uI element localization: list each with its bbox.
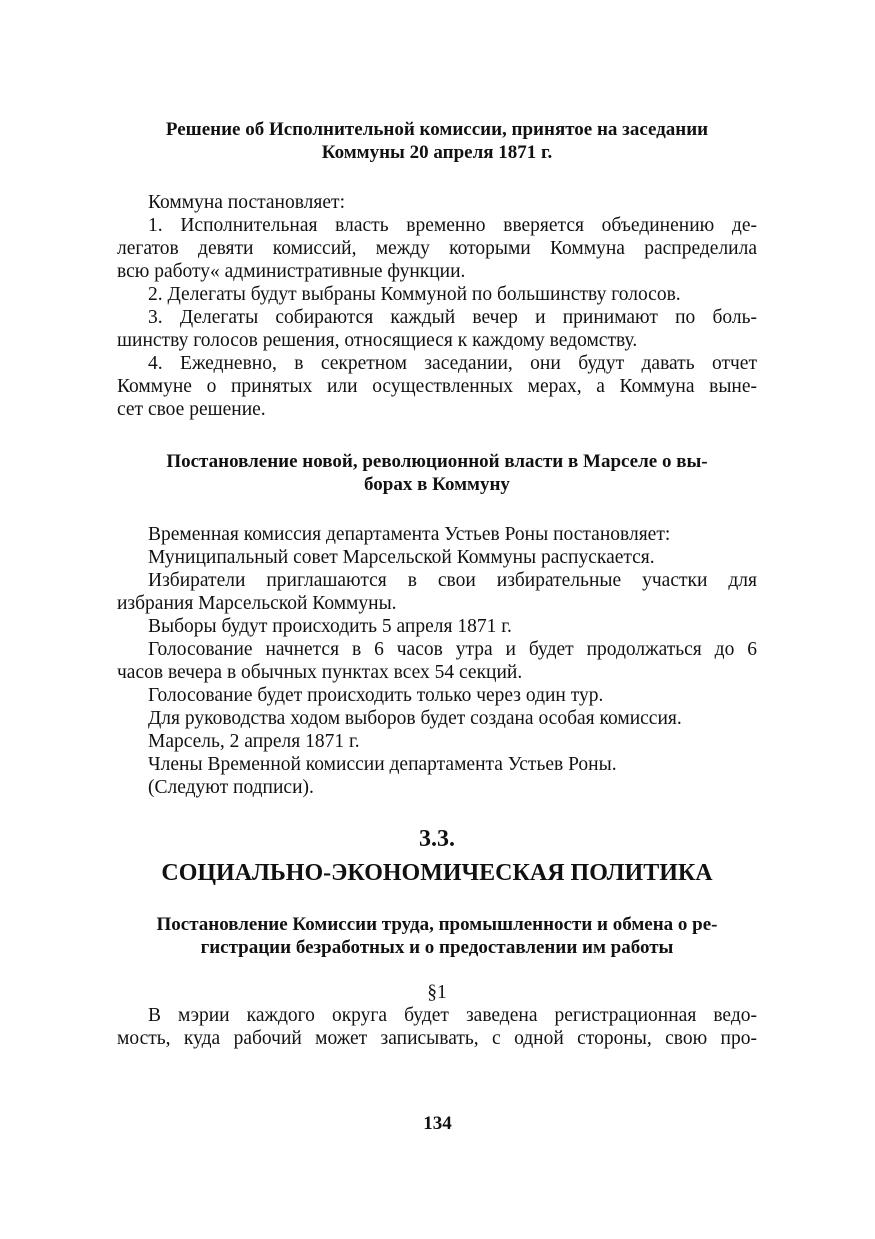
paragraph — [117, 1004, 757, 1050]
section-heading — [117, 913, 757, 959]
section-heading-line: Постановление новой, революционной власти в Марселе о вы- — [166, 451, 708, 472]
paragraph-line: 4. Ежедневно, в секретном заседании, они будут давать отчет — [148, 353, 757, 374]
paragraph — [117, 283, 757, 306]
paragraph-line: 3. Делегаты собираются каждый вечер и принимают по боль- — [148, 307, 757, 328]
paragraph-line: Голосование начнется в 6 часов утра и будет продолжаться до 6 — [148, 639, 757, 660]
section-heading — [117, 118, 757, 164]
paragraph-line: Временная комиссия департамента Устьев Роны постановляет: — [148, 524, 671, 545]
paragraph — [117, 707, 757, 730]
chapter-title: СОЦИАЛЬНО-ЭКОНОМИЧЕСКАЯ ПОЛИТИКА — [161, 860, 713, 886]
section-heading-line: Постановление Комиссии труда, промышленности и обмена о ре- — [156, 914, 718, 935]
paragraph — [117, 546, 757, 569]
paragraph — [117, 569, 757, 615]
paragraph — [117, 523, 757, 546]
section-heading-line: гистрации безработных и о предоставлении им работы — [200, 937, 674, 958]
paragraph — [117, 753, 757, 776]
paragraph — [117, 615, 757, 638]
paragraph-line: Избиратели приглашаются в свои избирательные участки для — [148, 570, 757, 591]
paragraph-line: всю работу« административные функции. — [117, 261, 466, 282]
paragraph-line: мость, куда рабочий может записывать, с одной стороны, свою про- — [117, 1028, 757, 1049]
section-heading-line: Коммуны 20 апреля 1871 г. — [321, 142, 553, 163]
paragraph-line: шинству голосов решения, относящиеся к каждому ведомству. — [117, 330, 638, 351]
page-content — [117, 118, 757, 1050]
paragraph — [117, 730, 757, 753]
section-sign: §1 — [427, 982, 447, 1003]
paragraph-line: Голосование будет происходить только через один тур. — [148, 685, 604, 706]
paragraph-line: В мэрии каждого округа будет заведена регистрационная ведо- — [148, 1005, 757, 1026]
section-heading-line: борах в Коммуну — [364, 474, 510, 495]
page-number: 134 — [423, 1113, 452, 1134]
paragraph-line: часов вечера в обычных пунктах всех 54 секций. — [117, 662, 523, 683]
paragraph-line: Коммуна постановляет: — [148, 192, 345, 213]
chapter-number: 3.3. — [419, 826, 455, 852]
paragraph-line: легатов девяти комиссий, между которыми Коммуна распределила — [117, 238, 757, 259]
section-heading-line: Решение об Исполнительной комиссии, принятое на заседании — [165, 119, 709, 140]
paragraph — [117, 306, 757, 352]
paragraph — [117, 214, 757, 283]
paragraph-line: (Следуют подписи). — [148, 777, 314, 798]
paragraph — [117, 684, 757, 707]
paragraph-line: 1. Исполнительная власть временно вверяется объединению де- — [148, 215, 757, 236]
paragraph-line: Коммуне о принятых или осуществленных мерах, а Коммуна выне- — [117, 376, 757, 397]
section-heading — [117, 450, 757, 496]
paragraph — [117, 352, 757, 421]
paragraph-line: Члены Временной комиссии департамента Устьев Роны. — [148, 754, 617, 775]
paragraph-line: Для руководства ходом выборов будет создана особая комиссия. — [148, 708, 682, 729]
paragraph-line: Марсель, 2 апреля 1871 г. — [148, 731, 360, 752]
paragraph-line: Муниципальный совет Марсельской Коммуны распускается. — [148, 547, 655, 568]
paragraph-line: Выборы будут происходить 5 апреля 1871 г. — [148, 616, 512, 637]
paragraph-line: избрания Марсельской Коммуны. — [117, 593, 397, 614]
paragraph — [117, 191, 757, 214]
paragraph-line: 2. Делегаты будут выбраны Коммуной по большинству голосов. — [148, 284, 681, 305]
paragraph-line: сет свое решение. — [117, 399, 266, 420]
paragraph — [117, 776, 757, 799]
paragraph — [117, 638, 757, 684]
